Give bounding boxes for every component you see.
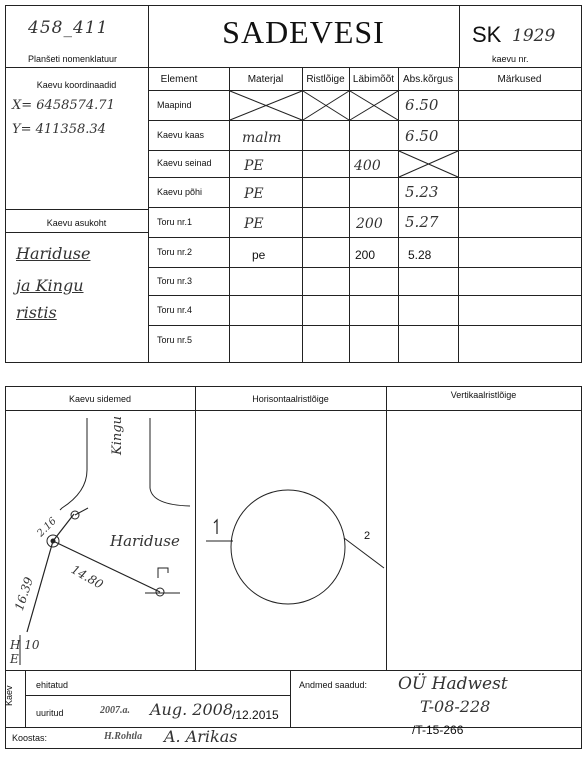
abs-height-kaas: 6.50 (405, 127, 439, 145)
material-pohi: PE (244, 186, 264, 202)
data-from-caption: Andmed saadud: (299, 680, 368, 690)
col-material: Materjal (247, 74, 284, 85)
abs-height-maapind: 6.50 (405, 96, 439, 114)
compiled-hand: A. Arikas (164, 727, 238, 746)
location-caption: Kaevu asukoht (46, 218, 107, 228)
location-line-1: Hariduse (16, 244, 91, 263)
nomenclature-caption: Planšeti nomenklatuur (28, 54, 118, 64)
nomenclature-value: 458_411 (28, 18, 109, 38)
data-from-code-hand: T-08-228 (420, 697, 491, 716)
data-from-hand: OÜ Hadwest (398, 674, 508, 694)
sketch-dist-top: 2.16 (35, 515, 59, 540)
diameter-seinad: 400 (354, 158, 381, 174)
cleaned-hand: Aug. 2008 (150, 700, 233, 719)
col-element: Element (160, 74, 198, 85)
sketch-label-kingu: Kingu (110, 416, 125, 455)
row-label-toru-3: Toru nr.3 (157, 276, 193, 286)
abs-height-toru-2: 5.28 (408, 248, 432, 262)
material-seinad: PE (244, 158, 264, 174)
vertical-caption: Vertikaalristlõige (450, 390, 517, 400)
location-line-2: ja Kingu (16, 276, 84, 295)
row-label-kaevu-seinad: Kaevu seinad (157, 158, 212, 168)
location-line-3: ristis (16, 303, 57, 322)
connections-caption: Kaevu sidemed (68, 394, 132, 404)
row-label-maapind: Maapind (157, 100, 192, 110)
sketch-h-label: H 10 (10, 638, 40, 652)
col-abs-height: Abs.kõrgus (402, 74, 454, 85)
material-kaas: malm (242, 130, 282, 146)
diameter-toru-2: 200 (355, 248, 376, 262)
pipe-label-2: 2 (364, 530, 371, 542)
sketch-dist-mid: 14.80 (68, 562, 106, 592)
row-label-kaevu-pohi: Kaevu põhi (157, 187, 203, 197)
built-caption: ehitatud (36, 680, 69, 690)
compiled-printed: /T-15-266 (412, 723, 464, 737)
page-title: SADEVESI (222, 14, 385, 50)
material-toru-1: PE (244, 216, 264, 232)
coordinate-y: Y= 411358.34 (12, 122, 106, 137)
coordinate-x: X= 6458574.71 (12, 98, 115, 113)
abs-height-pohi: 5.23 (405, 183, 439, 201)
sketch-dist-left: 16.39 (12, 575, 36, 613)
row-label-toru-1: Toru nr.1 (157, 217, 193, 227)
abs-height-toru-1: 5.27 (405, 213, 439, 231)
kaevu-nr-caption: kaevu nr. (492, 54, 529, 64)
col-notes: Märkused (497, 74, 542, 85)
sketch-label-hariduse: Hariduse (110, 532, 180, 550)
cleaned-stamp: 2007.a. (100, 705, 130, 716)
row-label-kaevu-kaas: Kaevu kaas (157, 130, 205, 140)
cleaned-caption: uuritud (36, 708, 64, 718)
row-label-toru-2: Toru nr.2 (157, 247, 193, 257)
cleaned-printed: /12.2015 (232, 708, 279, 722)
kaev-caption: Kaev (4, 685, 14, 706)
diameter-toru-1: 200 (356, 216, 383, 232)
sk-prefix: SK (472, 22, 502, 47)
coordinates-caption: Kaevu koordinaadid (36, 80, 117, 90)
compiled-caption: Koostas: (12, 733, 48, 743)
horizontal-caption: Horisontaalristlõige (252, 394, 329, 404)
sketch-e-label: E (10, 652, 19, 666)
sk-number: 1929 (512, 26, 556, 46)
col-diameter: Läbimõõt (352, 74, 395, 85)
row-label-toru-5: Toru nr.5 (157, 335, 193, 345)
col-cross-section: Ristlõige (306, 74, 345, 85)
manhole-section-drawing (206, 490, 384, 604)
compiled-stamp: H.Rohtla (104, 731, 143, 742)
material-toru-2: pe (252, 248, 266, 262)
row-label-toru-4: Toru nr.4 (157, 305, 193, 315)
